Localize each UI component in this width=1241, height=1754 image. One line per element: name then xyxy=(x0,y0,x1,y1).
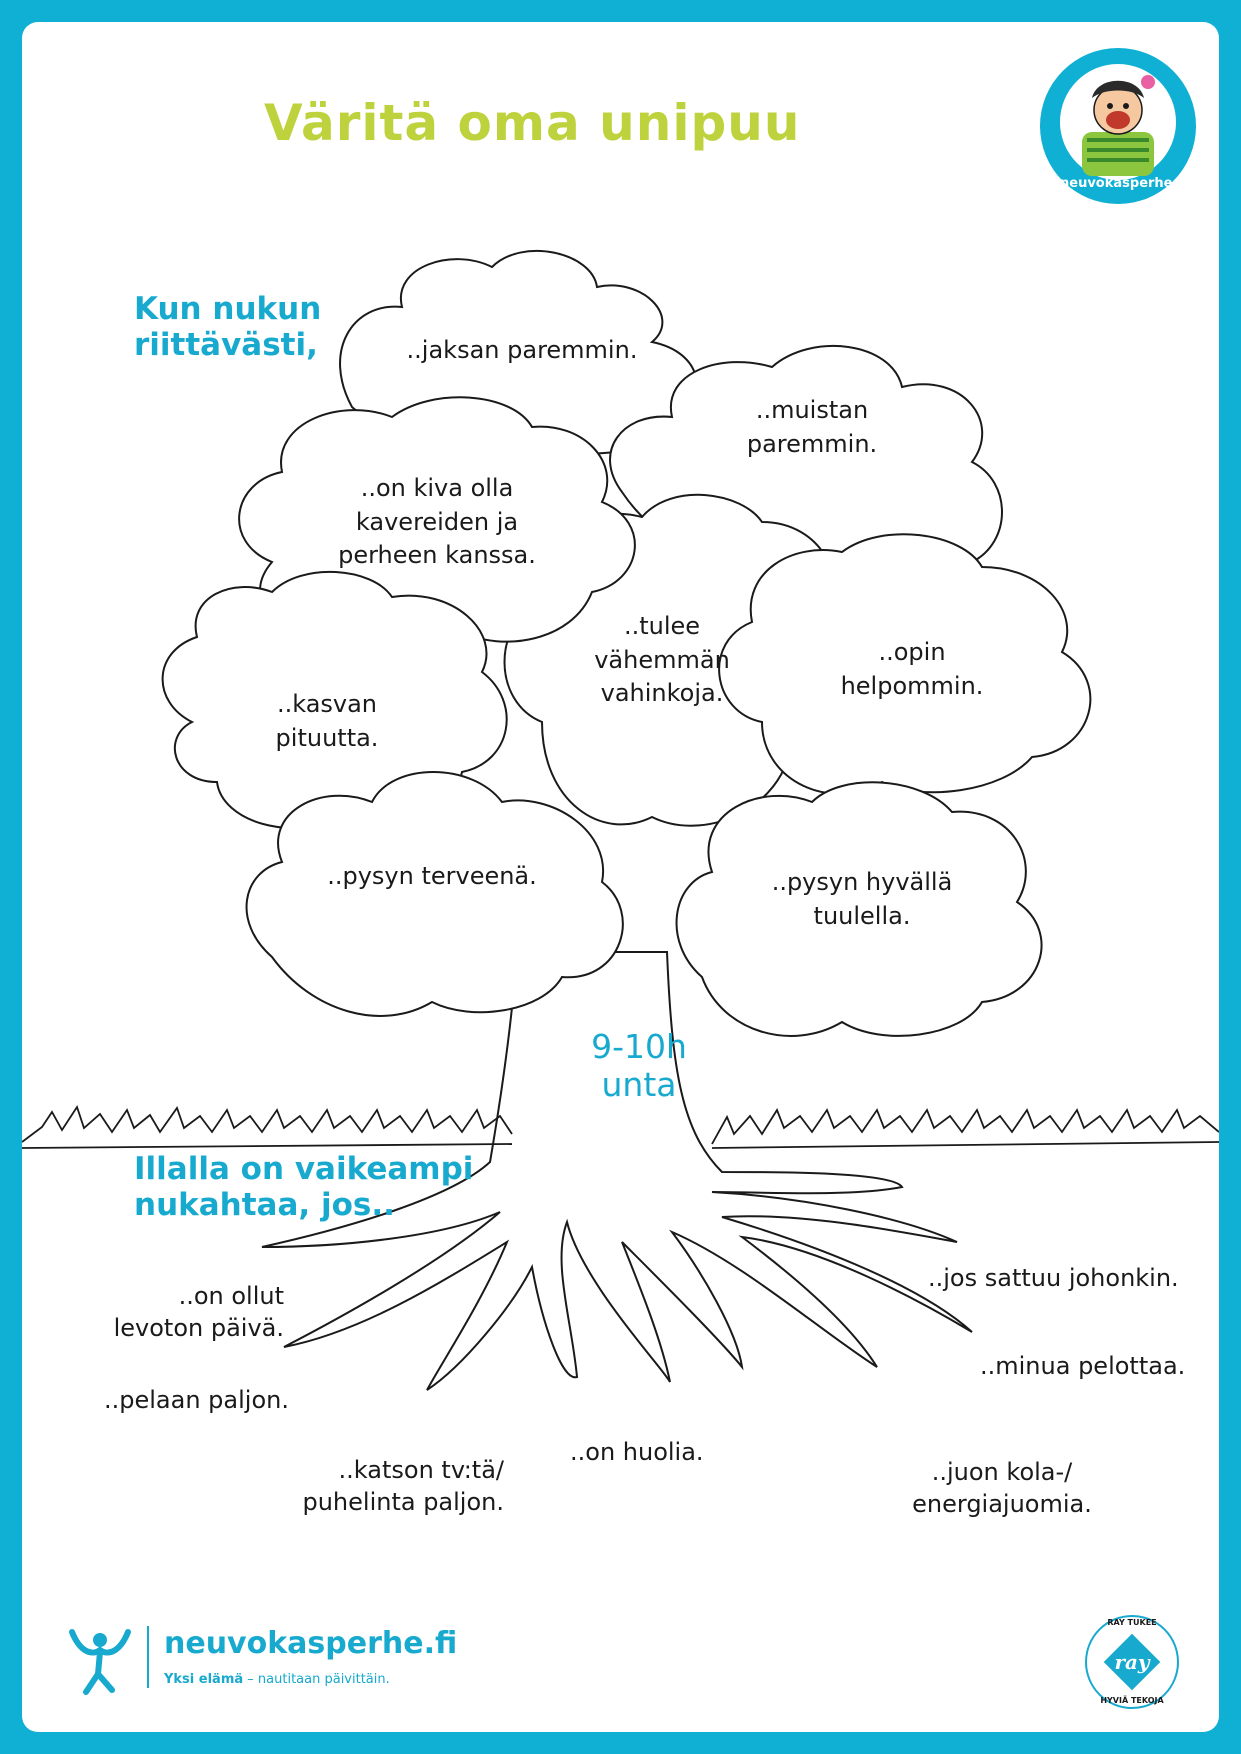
cloud-text: ..opin helpommin. xyxy=(840,638,984,700)
root-text: ..minua pelottaa. xyxy=(980,1352,1186,1380)
footer-divider xyxy=(147,1626,149,1688)
cloud-text: ..tulee vähemmän vahinkoja. xyxy=(594,612,730,708)
ray-center-text: ray xyxy=(1114,1650,1150,1674)
tagline-bold: Yksi elämä xyxy=(164,1672,244,1687)
root-text: ..jos sattuu johonkin. xyxy=(928,1264,1179,1292)
badge-text: neuvokasperhe.fi xyxy=(1060,176,1188,191)
cloud-text: ..pysyn hyvällä tuulella. xyxy=(771,868,953,930)
crown-heading: Kun nukun riittävästi, xyxy=(134,291,322,363)
dancing-figure-logo-icon xyxy=(62,1622,138,1698)
cloud-text: ..on kiva olla kavereiden ja perheen kanssa. xyxy=(338,474,536,570)
root-text: ..on ollut levoton päivä. xyxy=(113,1282,284,1343)
root-text: ..juon kola-/ energiajuomia. xyxy=(912,1458,1092,1519)
cloud-text: ..muistan paremmin. xyxy=(746,396,878,458)
root-text: ..katson tv:tä/ puhelinta paljon. xyxy=(302,1456,504,1517)
poster-card xyxy=(22,22,1219,1732)
cloud-text: ..pysyn terveenä. xyxy=(327,862,537,890)
footer-tagline xyxy=(164,1672,390,1687)
cloud-text: ..jaksan paremmin. xyxy=(406,336,638,364)
root-text: ..pelaan paljon. xyxy=(104,1386,289,1414)
roots-heading: Illalla on vaikeampi nukahtaa, jos.. xyxy=(134,1151,474,1223)
root-text: ..on huolia. xyxy=(570,1438,704,1466)
footer-brand[interactable]: neuvokasperhe.fi xyxy=(164,1626,458,1661)
sleep-hours-label: 9-10h unta xyxy=(591,1027,687,1104)
page-title: Väritä oma unipuu xyxy=(264,94,801,152)
ray-top-text: RAY TUKEE xyxy=(1107,1618,1157,1627)
tagline-rest: – nautitaan päivittäin. xyxy=(243,1672,390,1687)
ray-bottom-text: HYVIÄ TEKOJA xyxy=(1100,1696,1164,1705)
cloud-text: ..kasvan pituutta. xyxy=(275,690,379,752)
